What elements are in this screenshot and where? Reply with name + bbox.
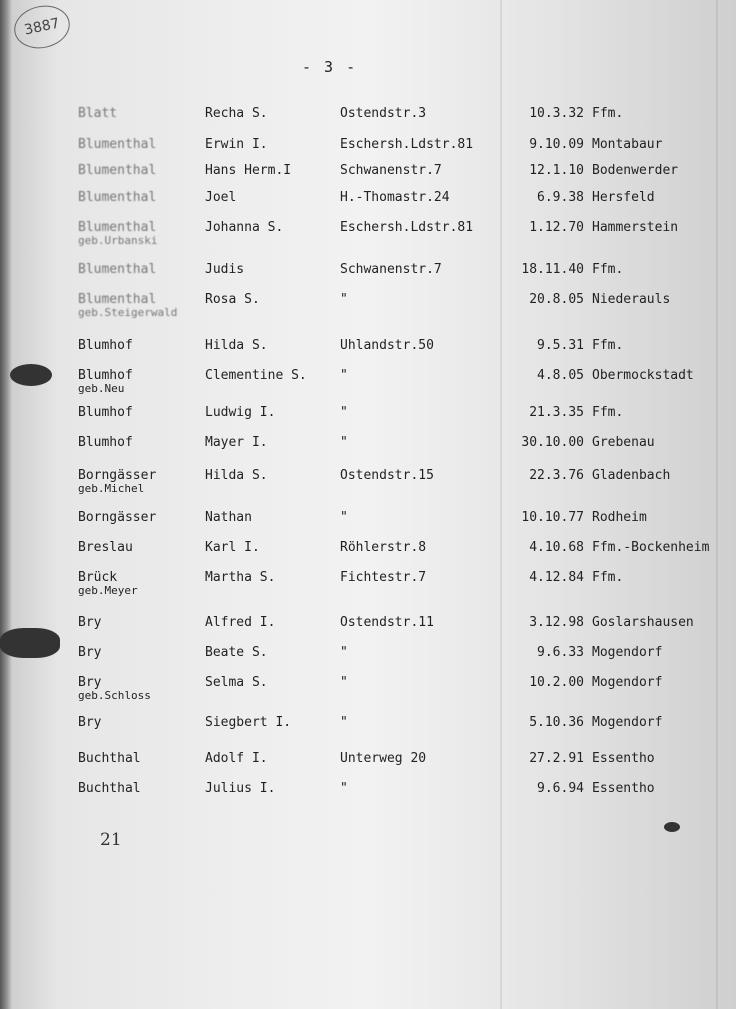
given-name: Hilda S.: [205, 338, 268, 353]
surname: [78, 137, 156, 152]
ink-blot: [10, 364, 52, 386]
given-name: Siegbert I.: [205, 715, 292, 730]
birth-place: Hersfeld: [592, 190, 655, 205]
surname-text: Bry: [78, 615, 102, 630]
list-row: [0, 751, 736, 785]
maiden-name: geb.Urbanski: [78, 234, 158, 247]
surname-text: Borngässer: [78, 510, 157, 525]
birth-date: 10.2.00: [529, 675, 584, 690]
maiden-name: geb.Schloss: [78, 689, 151, 702]
birth-place: Bodenwerder: [592, 163, 679, 178]
birth-place: Mogendorf: [592, 715, 663, 730]
list-row: [0, 570, 736, 604]
birth-place: Grebenau: [592, 435, 655, 450]
surname: [78, 510, 156, 525]
street-address: ": [340, 405, 348, 420]
surname: [78, 615, 101, 630]
surname-text: Blumenthal: [78, 137, 157, 152]
birth-date: 9.6.33: [537, 645, 584, 660]
surname-text: Blumenthal: [78, 220, 157, 235]
birth-date: 10.10.77: [521, 510, 584, 525]
surname: [78, 570, 138, 597]
street-address: ": [340, 675, 348, 690]
archive-number-stamp: 3887: [10, 1, 74, 54]
surname: [78, 675, 151, 702]
list-row: [0, 715, 736, 749]
given-name: Hans Herm.I: [205, 163, 292, 178]
street-address: ": [340, 715, 348, 730]
surname-text: Blumenthal: [78, 190, 157, 205]
birth-date: 9.10.09: [529, 137, 584, 152]
birth-place: Ffm.: [592, 405, 624, 420]
birth-date: 12.1.10: [529, 163, 584, 178]
birth-date: 22.3.76: [529, 468, 584, 483]
maiden-name: geb.Meyer: [78, 584, 138, 597]
surname-text: Borngässer: [78, 468, 157, 483]
street-address: ": [340, 435, 348, 450]
list-row: [0, 435, 736, 469]
list-row: [0, 106, 736, 140]
birth-date: 21.3.35: [529, 405, 584, 420]
given-name: Alfred I.: [205, 615, 276, 630]
birth-place: Essentho: [592, 781, 655, 796]
surname: [78, 405, 133, 420]
birth-date: 30.10.00: [521, 435, 584, 450]
birth-date: 1.12.70: [529, 220, 584, 235]
given-name: Erwin I.: [205, 137, 268, 152]
surname-text: Blumenthal: [78, 163, 157, 178]
list-row: [0, 468, 736, 502]
birth-date: 27.2.91: [529, 751, 584, 766]
given-name: Julius I.: [205, 781, 276, 796]
surname-text: Brück: [78, 570, 118, 585]
maiden-name: geb.Steigerwald: [78, 306, 178, 319]
birth-date: 18.11.40: [521, 262, 584, 277]
list-row: [0, 405, 736, 439]
surname-text: Blumhof: [78, 405, 133, 420]
list-row: [0, 540, 736, 574]
list-row: [0, 615, 736, 649]
surname: [78, 292, 177, 319]
surname-text: Blumhof: [78, 368, 133, 383]
list-row: [0, 675, 736, 709]
birth-place: Mogendorf: [592, 675, 663, 690]
surname: [78, 262, 156, 277]
street-address: ": [340, 510, 348, 525]
given-name: Recha S.: [205, 106, 268, 121]
given-name: Ludwig I.: [205, 405, 276, 420]
surname: [78, 645, 101, 660]
birth-place: Rodheim: [592, 510, 647, 525]
surname-text: Buchthal: [78, 751, 141, 766]
list-row: [0, 338, 736, 372]
surname-text: Blumhof: [78, 435, 133, 450]
birth-place: Essentho: [592, 751, 655, 766]
surname-text: Breslau: [78, 540, 133, 555]
list-row: [0, 220, 736, 254]
street-address: ": [340, 368, 348, 383]
given-name: Hilda S.: [205, 468, 268, 483]
birth-place: Montabaur: [592, 137, 663, 152]
street-address: ": [340, 781, 348, 796]
street-address: Schwanenstr.7: [340, 262, 442, 277]
given-name: Nathan: [205, 510, 252, 525]
list-row: [0, 262, 736, 296]
street-address: Röhlerstr.8: [340, 540, 427, 555]
surname: [78, 468, 156, 495]
given-name: Rosa S.: [205, 292, 260, 307]
list-row: [0, 510, 736, 544]
surname-text: Blumenthal: [78, 292, 157, 307]
surname-text: Blatt: [78, 106, 118, 121]
surname: [78, 751, 141, 766]
street-address: Unterweg 20: [340, 751, 427, 766]
surname: [78, 781, 141, 796]
ink-blot: [0, 628, 60, 658]
given-name: Beate S.: [205, 645, 268, 660]
birth-date: 3.12.98: [529, 615, 584, 630]
surname-text: Bry: [78, 715, 102, 730]
handwritten-mark: 21: [100, 830, 122, 850]
surname: [78, 338, 133, 353]
birth-place: Goslarshausen: [592, 615, 694, 630]
street-address: ": [340, 645, 348, 660]
birth-date: 9.6.94: [537, 781, 584, 796]
surname-text: Blumenthal: [78, 262, 157, 277]
given-name: Adolf I.: [205, 751, 268, 766]
surname: [78, 540, 133, 555]
given-name: Clementine S.: [205, 368, 307, 383]
given-name: Martha S.: [205, 570, 276, 585]
birth-date: 20.8.05: [529, 292, 584, 307]
birth-place: Obermockstadt: [592, 368, 694, 383]
given-name: Mayer I.: [205, 435, 268, 450]
street-address: Eschersh.Ldstr.81: [340, 137, 474, 152]
street-address: ": [340, 292, 348, 307]
page-number: - 3 -: [302, 58, 358, 76]
surname: [78, 106, 117, 121]
street-address: H.-Thomastr.24: [340, 190, 450, 205]
street-address: Schwanenstr.7: [340, 163, 442, 178]
birth-place: Ffm.: [592, 338, 624, 353]
given-name: Joel: [205, 190, 237, 205]
birth-place: Hammerstein: [592, 220, 679, 235]
surname-text: Bry: [78, 645, 102, 660]
birth-date: 4.12.84: [529, 570, 584, 585]
surname: [78, 368, 133, 395]
birth-date: 4.10.68: [529, 540, 584, 555]
birth-place: Niederauls: [592, 292, 671, 307]
surname: [78, 715, 101, 730]
given-name: Johanna S.: [205, 220, 284, 235]
given-name: Selma S.: [205, 675, 268, 690]
maiden-name: geb.Michel: [78, 482, 145, 495]
birth-place: Gladenbach: [592, 468, 671, 483]
street-address: Ostendstr.15: [340, 468, 434, 483]
birth-place: Ffm.: [592, 570, 624, 585]
surname: [78, 220, 157, 247]
surname: [78, 163, 156, 178]
given-name: Judis: [205, 262, 245, 277]
birth-date: 6.9.38: [537, 190, 584, 205]
list-row: [0, 190, 736, 224]
list-row: [0, 645, 736, 679]
given-name: Karl I.: [205, 540, 260, 555]
birth-place: Ffm.: [592, 262, 624, 277]
street-address: Uhlandstr.50: [340, 338, 434, 353]
street-address: Eschersh.Ldstr.81: [340, 220, 474, 235]
list-row: [0, 368, 736, 402]
ink-blot: [664, 822, 680, 832]
surname-text: Blumhof: [78, 338, 133, 353]
street-address: Ostendstr.11: [340, 615, 434, 630]
birth-date: 5.10.36: [529, 715, 584, 730]
surname-text: Buchthal: [78, 781, 141, 796]
birth-place: Ffm.: [592, 106, 624, 121]
street-address: Fichtestr.7: [340, 570, 427, 585]
surname: [78, 190, 156, 205]
birth-date: 9.5.31: [537, 338, 584, 353]
list-row: [0, 781, 736, 815]
birth-date: 10.3.32: [529, 106, 584, 121]
birth-place: Mogendorf: [592, 645, 663, 660]
maiden-name: geb.Neu: [78, 382, 125, 395]
list-row: [0, 292, 736, 326]
birth-place: Ffm.-Bockenheim: [592, 540, 710, 555]
surname-text: Bry: [78, 675, 102, 690]
street-address: Ostendstr.3: [340, 106, 427, 121]
birth-date: 4.8.05: [537, 368, 584, 383]
surname: [78, 435, 133, 450]
